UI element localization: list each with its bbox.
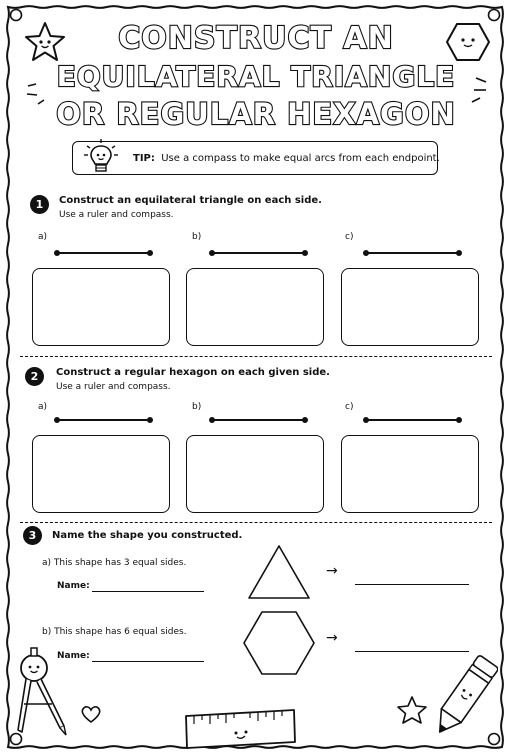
hexagon-shape-icon (241, 609, 317, 677)
worksheet-title-line-1: CONSTRUCT AN (118, 21, 394, 56)
hexagon-icon (444, 20, 492, 64)
question-1-number: 1 (30, 195, 49, 214)
question-3-number: 3 (23, 526, 42, 545)
heart-icon (80, 704, 102, 724)
q1-part-b-answer-box[interactable] (186, 268, 324, 346)
lightbulb-icon (82, 138, 120, 180)
question-2-number: 2 (25, 367, 44, 386)
q1-part-a-segment (57, 252, 150, 254)
q2-part-b-answer-box[interactable] (186, 435, 324, 513)
q2-part-a-answer-box[interactable] (32, 435, 170, 513)
q3-part-a-arrow: → (326, 563, 338, 579)
q3-part-b-prompt: b) This shape has 6 equal sides. (42, 627, 187, 637)
question-1-subtitle: Use a ruler and compass. (59, 210, 174, 220)
star-outline-icon (396, 695, 428, 725)
question-2-subtitle: Use a ruler and compass. (56, 382, 171, 392)
worksheet-title-line-3: OR REGULAR HEXAGON (56, 97, 456, 131)
q3-part-a-answer-line[interactable] (355, 584, 469, 585)
q2-part-b-label: b) (192, 402, 202, 412)
q1-part-c-label: c) (345, 232, 354, 242)
q1-part-a-label: a) (38, 232, 48, 242)
q1-part-c-answer-box[interactable] (341, 268, 479, 346)
question-1-title: Construct an equilateral triangle on each side. (59, 195, 322, 206)
q3-part-a-name-label: Name: (57, 581, 90, 591)
section-divider-2 (20, 522, 492, 523)
q2-part-b-segment (212, 419, 305, 421)
question-2-title: Construct a regular hexagon on each given side. (56, 367, 330, 378)
q3-part-b-name-line[interactable] (92, 661, 204, 662)
worksheet-title-line-2: EQUILATERAL TRIANGLE (56, 60, 456, 93)
star-icon (22, 20, 68, 64)
tip-body: Use a compass to make equal arcs from each endpoint. (161, 153, 440, 164)
q3-part-b-name-label: Name: (57, 651, 90, 661)
pencil-icon (432, 648, 498, 744)
sparkle-lines-left (24, 80, 54, 110)
compass-icon (12, 642, 76, 738)
q3-part-a-name-line[interactable] (92, 591, 204, 592)
q1-part-c-segment (366, 252, 459, 254)
q2-part-a-label: a) (38, 402, 48, 412)
q1-part-a-answer-box[interactable] (32, 268, 170, 346)
tip-text (133, 153, 440, 164)
ruler-icon (182, 706, 298, 750)
q2-part-c-answer-box[interactable] (341, 435, 479, 513)
section-divider-1 (20, 356, 492, 357)
q1-part-b-segment (212, 252, 305, 254)
q3-part-a-prompt: a) This shape has 3 equal sides. (42, 558, 187, 568)
tip-label: TIP: (133, 153, 155, 164)
q2-part-c-label: c) (345, 402, 354, 412)
sparkle-lines-right (466, 74, 496, 108)
q3-part-b-arrow: → (326, 630, 338, 646)
q2-part-a-segment (57, 419, 150, 421)
q1-part-b-label: b) (192, 232, 202, 242)
question-3-title: Name the shape you constructed. (52, 530, 243, 541)
triangle-icon (246, 543, 312, 601)
q2-part-c-segment (366, 419, 459, 421)
